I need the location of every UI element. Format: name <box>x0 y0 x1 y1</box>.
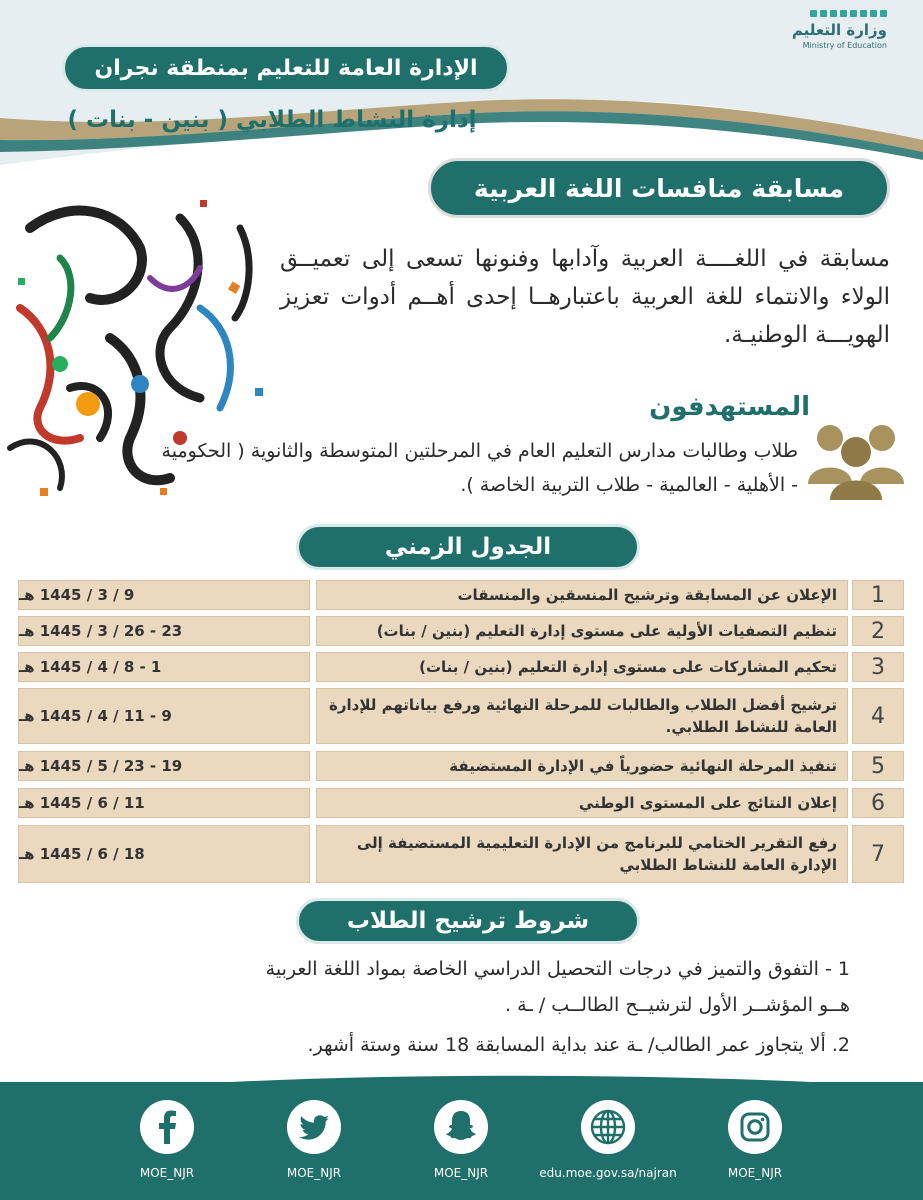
twitter-label: MOE_NJR <box>286 1166 342 1180</box>
table-row <box>18 825 904 883</box>
competition-title: مسابقة منافسات اللغة العربية <box>428 158 890 218</box>
schedule-heading: الجدول الزمني <box>296 524 640 570</box>
condition-1-continued: هــو المؤشــر الأول لترشيــح الطالــب / ـة . <box>504 994 850 1016</box>
schedule-number: 4 <box>852 688 904 744</box>
intro-paragraph: مسابقة في اللغــــة العربية وآدابها وفنونها تسعى إلى تعميــق الولاء والانتماء للغة العربية باعتبارهــا إحدى أهــم أدوات تعزيز الهويـــة الوطنيـة. <box>280 246 890 348</box>
schedule-date: 19 - 23 / 5 / 1445 هـ <box>18 751 310 781</box>
schedule-date: 11 / 6 / 1445 هـ <box>18 788 310 818</box>
condition-2: 2. ألا يتجاوز عمر الطالب/ ـة عند بداية المسابقة 18 سنة وستة أشهر. <box>307 1034 850 1056</box>
snapchat-link[interactable] <box>386 1098 536 1180</box>
facebook-icon <box>138 1098 196 1156</box>
twitter-icon <box>285 1098 343 1156</box>
schedule-number: 5 <box>852 751 904 781</box>
condition-1: 1 - التفوق والتميز في درجات التحصيل الدراسي الخاصة بمواد اللغة العربية <box>265 958 850 980</box>
schedule-date: 9 / 3 / 1445 هـ <box>18 580 310 610</box>
schedule-task: تنفيذ المرحلة النهائية حضورياً في الإدارة المستضيفة <box>316 751 848 781</box>
logo-dots <box>747 10 887 17</box>
globe-icon <box>579 1098 637 1156</box>
schedule-number: 3 <box>852 652 904 682</box>
ministry-name-ar: وزارة التعليم <box>791 21 887 39</box>
ministry-logo <box>747 10 887 50</box>
sub-department-title: إدارة النشاط الطلابي ( بنين - بنات ) <box>67 107 477 133</box>
table-row <box>18 580 904 610</box>
schedule-number: 1 <box>852 580 904 610</box>
people-icon <box>804 418 908 500</box>
schedule-date: 1 - 8 / 4 / 1445 هـ <box>18 652 310 682</box>
facebook-label: MOE_NJR <box>139 1166 195 1180</box>
website-link[interactable] <box>533 1098 683 1180</box>
schedule-number: 6 <box>852 788 904 818</box>
table-row <box>18 788 904 818</box>
website-label: edu.moe.gov.sa/najran <box>539 1166 677 1180</box>
table-row <box>18 751 904 781</box>
table-row <box>18 616 904 646</box>
schedule-date: 9 - 11 / 4 / 1445 هـ <box>18 688 310 744</box>
schedule-number: 2 <box>852 616 904 646</box>
instagram-label: MOE_NJR <box>727 1166 783 1180</box>
schedule-task: إعلان النتائج على المستوى الوطني <box>316 788 848 818</box>
table-row <box>18 652 904 682</box>
facebook-link[interactable] <box>92 1098 242 1180</box>
twitter-link[interactable] <box>239 1098 389 1180</box>
instagram-icon <box>726 1098 784 1156</box>
schedule-number: 7 <box>852 825 904 883</box>
target-heading: المستهدفون <box>649 392 810 422</box>
department-banner: الإدارة العامة للتعليم بمنطقة نجران <box>62 44 510 92</box>
schedule-date: 23 - 26 / 3 / 1445 هـ <box>18 616 310 646</box>
schedule-task: ترشيح أفضل الطلاب والطالبات للمرحلة النهائية ورفع بياناتهم للإدارة العامة للنشاط الطلابي. <box>316 688 848 744</box>
snapchat-label: MOE_NJR <box>433 1166 489 1180</box>
ministry-name-en: Ministry of Education <box>802 41 887 50</box>
schedule-date: 18 / 6 / 1445 هـ <box>18 825 310 883</box>
table-row <box>18 688 904 744</box>
instagram-link[interactable] <box>680 1098 830 1180</box>
schedule-task: تحكيم المشاركات على مستوى إدارة التعليم (بنين / بنات) <box>316 652 848 682</box>
schedule-task: الإعلان عن المسابقة وترشيح المنسقين والمنسقات <box>316 580 848 610</box>
snapchat-icon <box>432 1098 490 1156</box>
target-description: طلاب وطالبات مدارس التعليم العام في المرحلتين المتوسطة والثانوية ( الحكومية - الأهلية - العالمية - طلاب التربية الخاصة ). <box>161 440 798 496</box>
schedule-task: رفع التقرير الختامي للبرنامج من الإدارة التعليمية المستضيفة إلى الإدارة العامة للنشاط الطلابي <box>316 825 848 883</box>
conditions-heading: شروط ترشيح الطلاب <box>296 898 640 944</box>
schedule-task: تنظيم التصفيات الأولية على مستوى إدارة التعليم (بنين / بنات) <box>316 616 848 646</box>
